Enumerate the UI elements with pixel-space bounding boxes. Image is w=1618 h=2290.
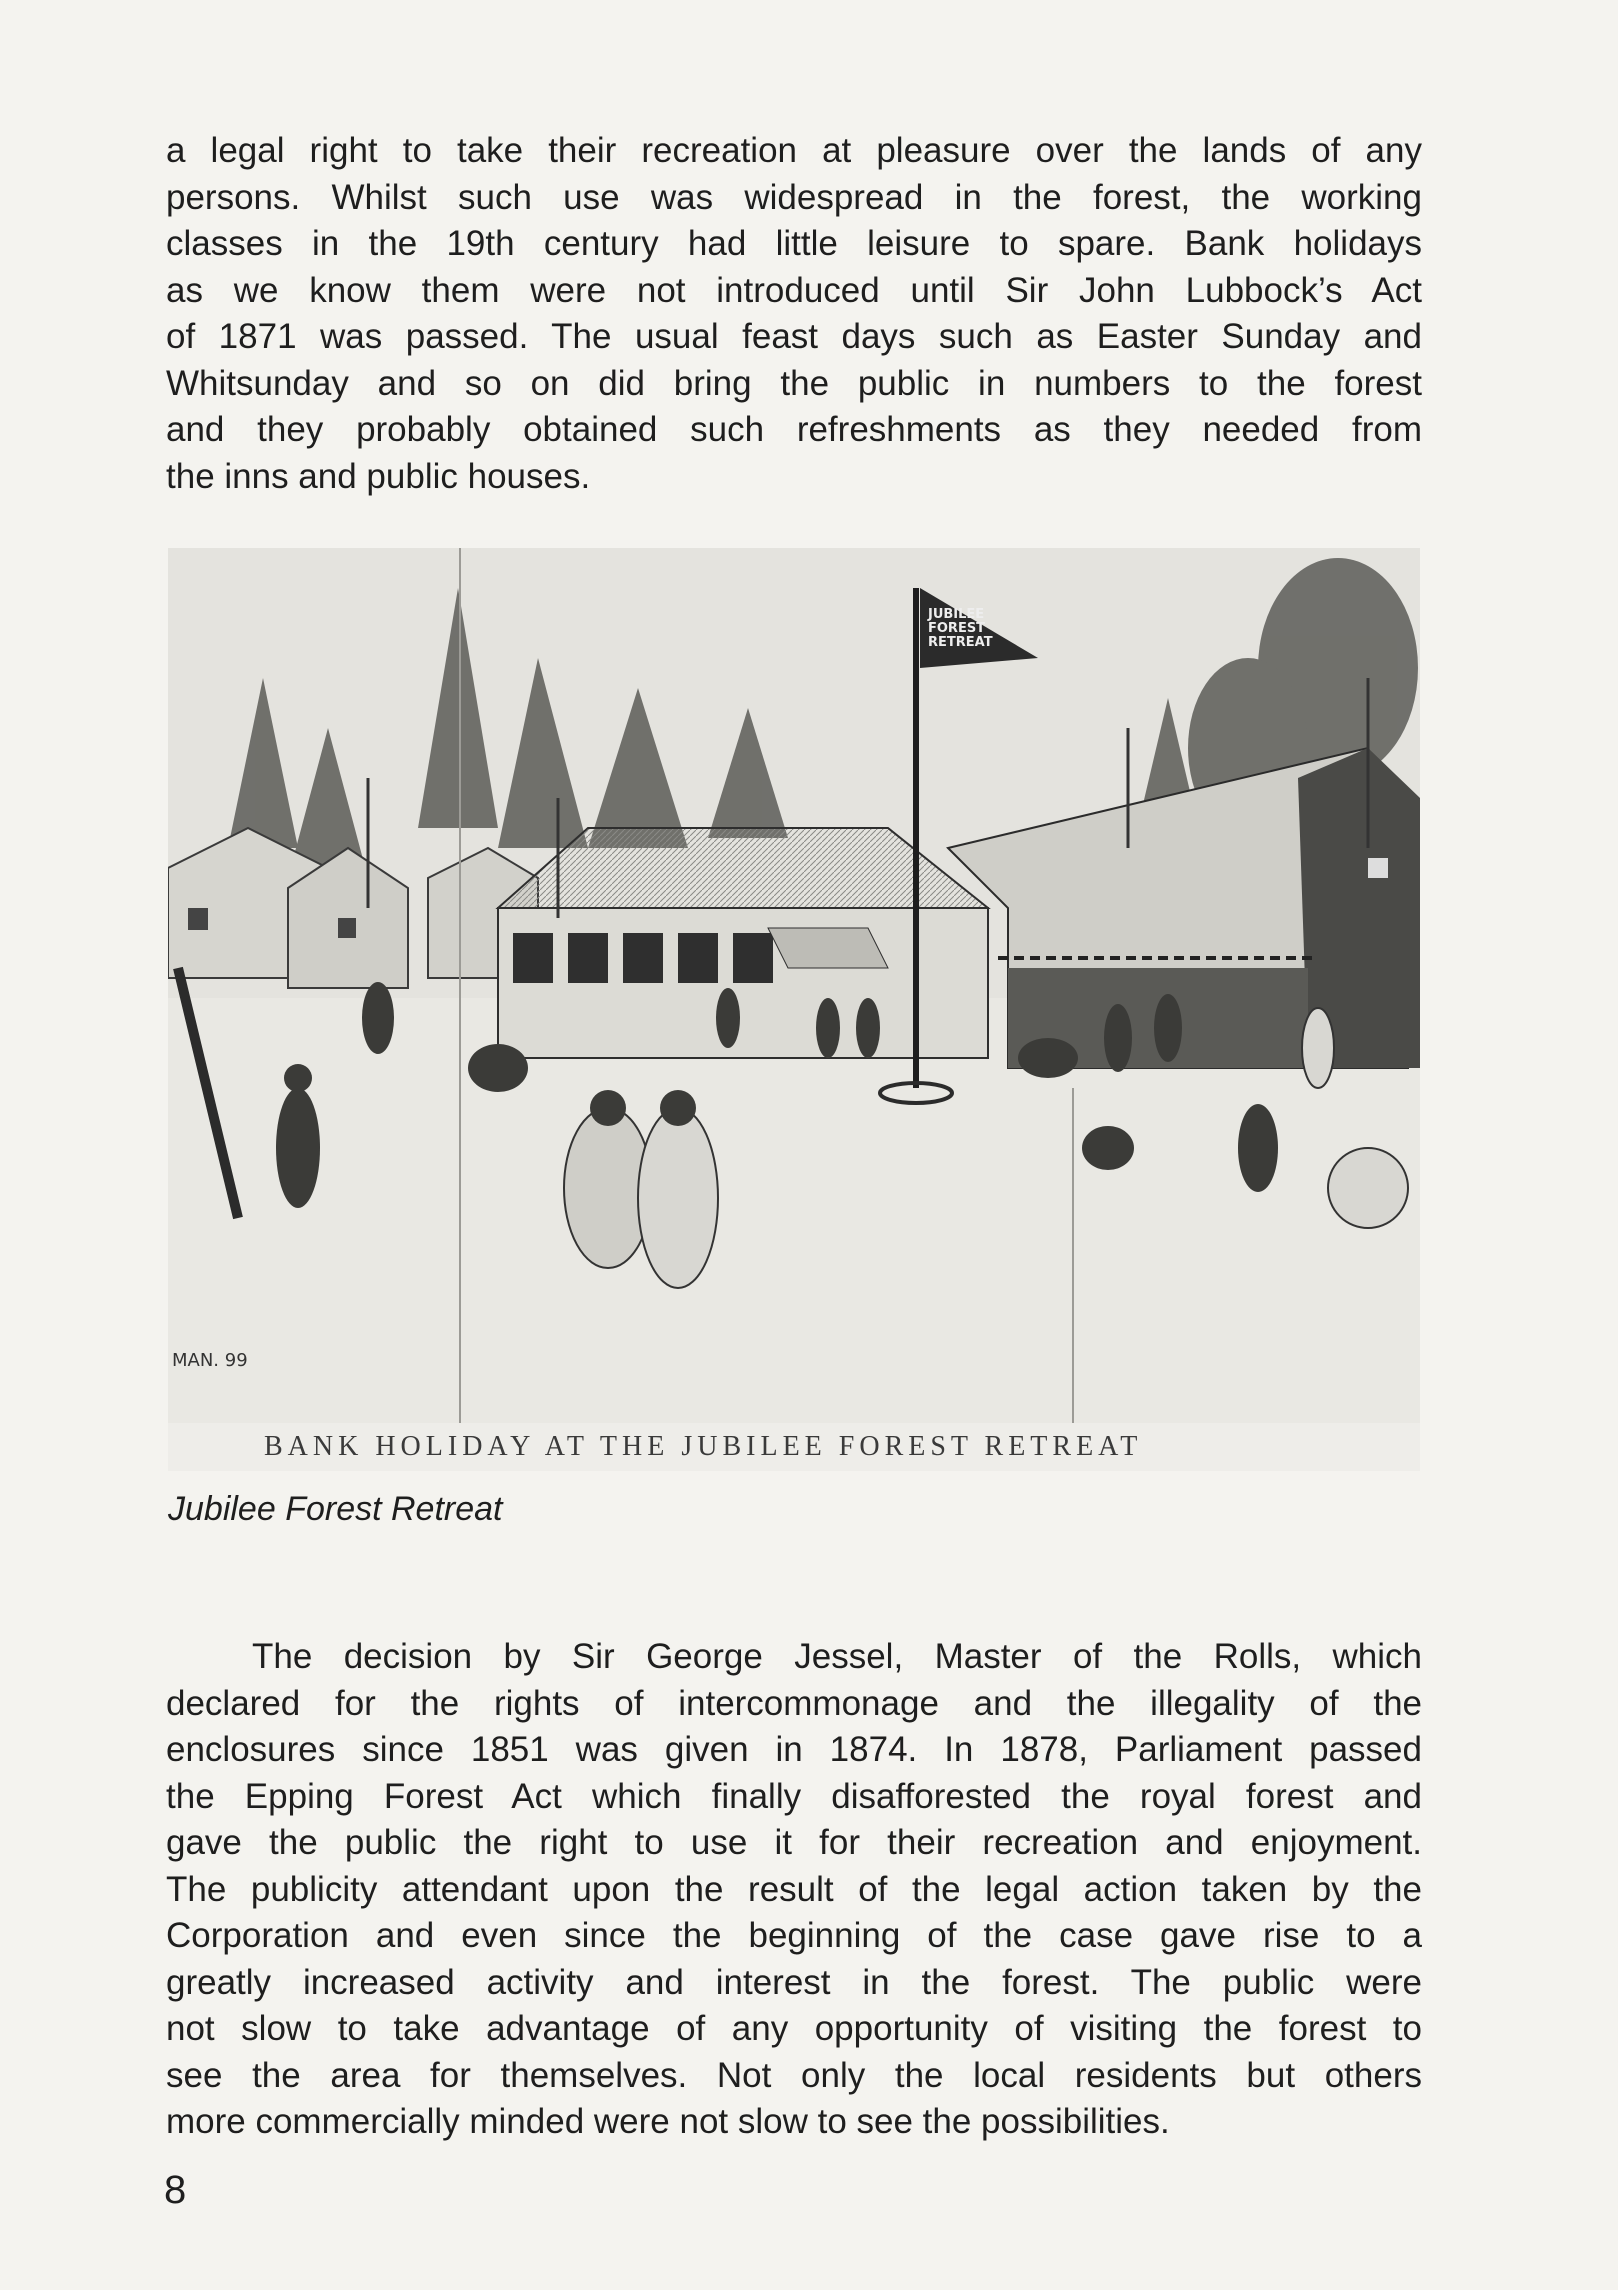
figure-caption: Jubilee Forest Retreat — [168, 1490, 503, 1528]
text-line: of 1871 was passed. The usual feast days such as Easter Sunday and — [166, 317, 1422, 356]
text-line: Whitsunday and so on did bring the public in numbers to the forest — [166, 363, 1422, 403]
text-line: the inns and public houses. — [166, 456, 591, 496]
left-cottages — [168, 828, 538, 988]
flag-line: RETREAT — [928, 635, 993, 650]
text-line: not slow to take advantage of any opportunity of visiting the forest to — [166, 2009, 1422, 2048]
text-line: see the area for themselves. Not only the local residents but others — [166, 2055, 1422, 2095]
text-line: classes in the 19th century had little leisure to spare. Bank holidays — [166, 224, 1422, 263]
text-line: persons. Whilst such use was widespread in the forest, the working — [166, 177, 1422, 217]
flag-banner-text — [928, 608, 993, 650]
text-line: as we know them were not introduced until Sir John Lubbock’s Act — [166, 270, 1422, 310]
text-line: enclosures since 1851 was given in 1874. In 1878, Parliament passed — [166, 1730, 1422, 1769]
text-line: Corporation and even since the beginning of the case gave rise to a — [166, 1916, 1422, 1955]
jubilee-forest-retreat-illustration — [168, 548, 1420, 1471]
artist-signature: MAN. 99 — [172, 1350, 248, 1371]
text-line: and they probably obtained such refreshments as they needed from — [166, 410, 1422, 449]
body-paragraph-1 — [166, 128, 1422, 500]
text-line: the Epping Forest Act which finally disafforested the royal forest and — [166, 1776, 1422, 1816]
text-line: a legal right to take their recreation at pleasure over the lands of any — [166, 131, 1422, 170]
flag-line: FOREST — [928, 621, 986, 636]
illustration-drawing — [168, 548, 1420, 1471]
illustration-title: BANK HOLIDAY AT THE JUBILEE FOREST RETREAT — [264, 1431, 1143, 1462]
flag-line: JUBILEE — [928, 607, 985, 622]
text-line: The decision by Sir George Jessel, Master of the Rolls, which — [252, 1637, 1422, 1676]
body-paragraph-2 — [166, 1634, 1422, 2146]
text-line: declared for the rights of intercommonage and the illegality of the — [166, 1683, 1422, 1723]
page-number: 8 — [164, 2168, 187, 2212]
text-line: more commercially minded were not slow to see the possibilities. — [166, 2102, 1170, 2141]
text-line: gave the public the right to use it for their recreation and enjoyment. — [166, 1823, 1422, 1862]
illustration-title-strip — [168, 1423, 1420, 1471]
text-line: greatly increased activity and interest in the forest. The public were — [166, 1962, 1422, 2002]
text-line: The publicity attendant upon the result of the legal action taken by the — [166, 1869, 1422, 1909]
